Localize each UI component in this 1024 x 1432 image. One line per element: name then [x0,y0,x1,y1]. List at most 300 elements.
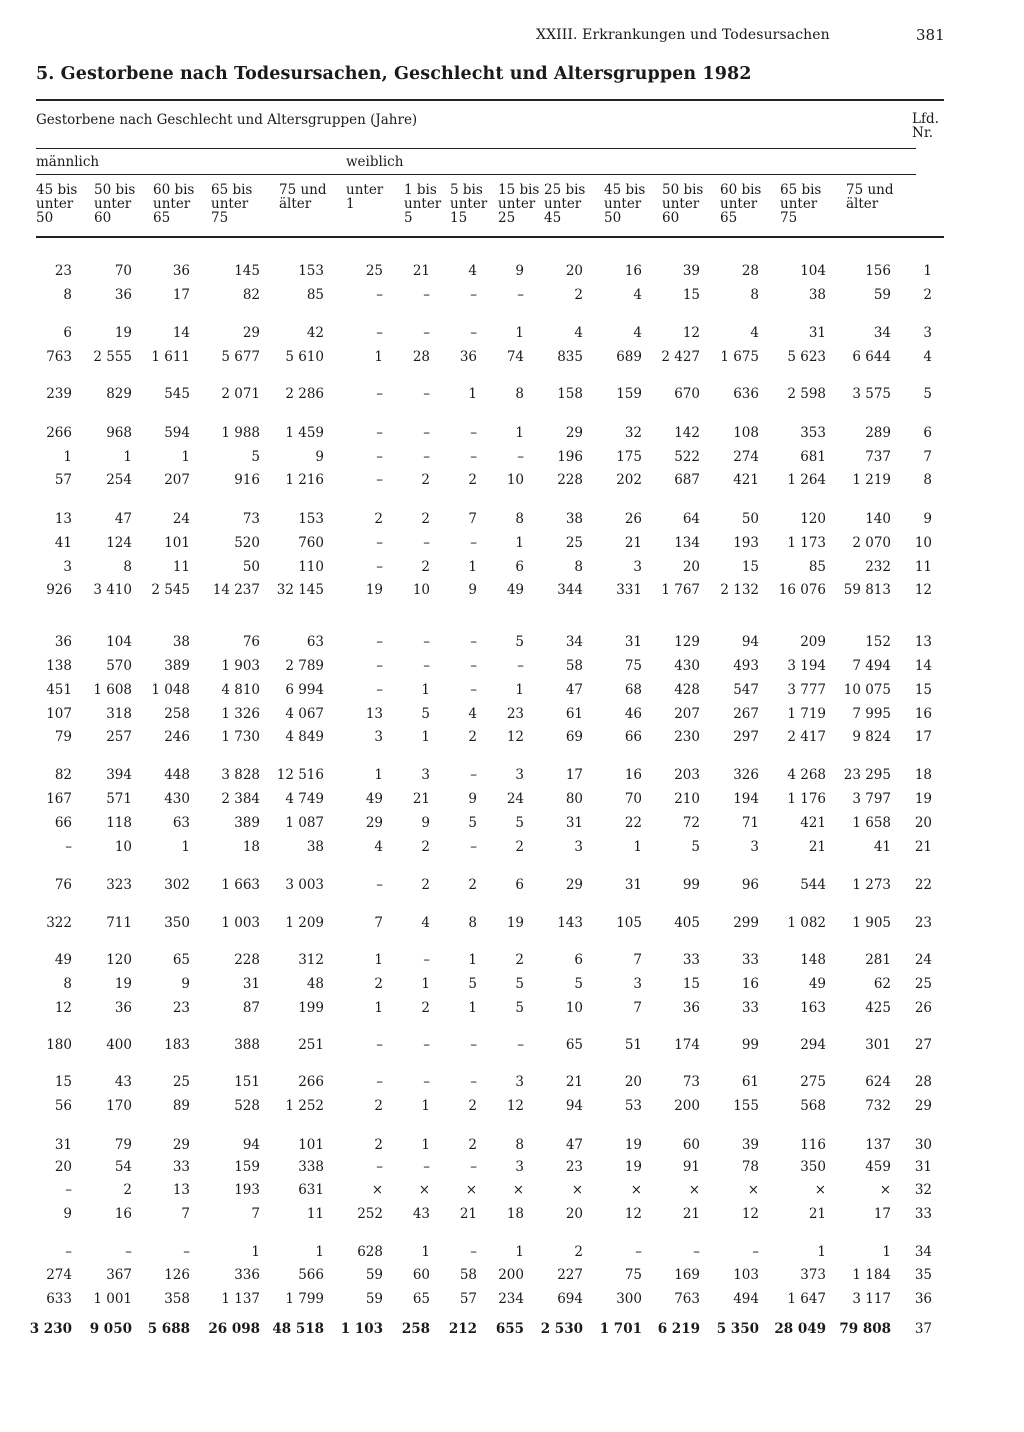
table-cell: 1 [515,325,524,341]
table-cell: 252 [357,1206,383,1222]
table-cell: 373 [800,1267,826,1283]
table-cell: 194 [733,791,759,807]
table-cell: – [470,658,477,674]
table-cell: 1 [421,976,430,992]
column-header: 75 und älter [846,182,894,212]
table-cell: 294 [800,1037,826,1053]
table-cell: – [470,634,477,650]
table-cell: – [376,325,383,341]
table-cell: 4 [633,287,642,303]
table-cell: 16 [624,263,642,279]
table-cell: 31 [624,634,642,650]
table-cell: 103 [733,1267,759,1283]
table-cell: 1 082 [787,915,826,931]
table-cell: 155 [733,1098,759,1114]
table-cell: 9 [181,976,190,992]
row-number: 5 [923,386,932,402]
table-cell: 275 [800,1074,826,1090]
table-cell: 69 [565,729,583,745]
table-cell: 628 [357,1244,383,1260]
table-cell: 76 [242,634,260,650]
table-cell: – [376,682,383,698]
table-cell: 20 [54,1159,72,1175]
table-cell: 20 [682,559,700,575]
table-cell: 2 384 [221,791,260,807]
table-cell: 99 [682,877,700,893]
table-cell: 34 [565,634,583,650]
table-row [0,558,1024,576]
table-cell: 94 [242,1137,260,1153]
table-cell: 8 [468,915,477,931]
table-cell: 170 [106,1098,132,1114]
table-cell: 53 [624,1098,642,1114]
table-cell: 737 [865,449,891,465]
table-cell: – [693,1244,700,1260]
table-cell: 18 [506,1206,524,1222]
table-cell: 65 [172,952,190,968]
table-cell: 108 [733,425,759,441]
table-cell: 19 [114,976,132,992]
table-cell: 64 [682,511,700,527]
table-cell: 3 [750,839,759,855]
table-cell: 405 [674,915,700,931]
table-cell: 12 [506,729,524,745]
table-cell: 1 [374,952,383,968]
table-cell: 202 [616,472,642,488]
table-cell: 5 [515,634,524,650]
table-cell: 15 [741,559,759,575]
group-female-label: weiblich [346,154,404,170]
table-cell: 266 [46,425,72,441]
table-cell: × [688,1182,700,1198]
table-cell: 25 [565,535,583,551]
table-cell: 3 [515,1159,524,1175]
table-cell: 5 [468,815,477,831]
table-cell: 99 [741,1037,759,1053]
table-cell: 32 [624,425,642,441]
table-cell: 1 137 [221,1291,260,1307]
table-cell: 36 [172,263,190,279]
table-cell: 169 [674,1267,700,1283]
table-cell: 134 [674,535,700,551]
table-cell: 104 [106,634,132,650]
table-cell: 732 [865,1098,891,1114]
table-cell: – [376,559,383,575]
table-row [0,1158,1024,1176]
table-row [0,1266,1024,1284]
table-cell: 1 219 [852,472,891,488]
table-cell: 1 001 [93,1291,132,1307]
table-cell: 19 [365,582,383,598]
table-cell: 1 [421,1137,430,1153]
table-cell: 20 [565,263,583,279]
table-cell: 70 [114,263,132,279]
table-cell: 21 [459,1206,477,1222]
table-cell: 547 [733,682,759,698]
table-cell: 118 [106,815,132,831]
table-cell: 4 810 [221,682,260,698]
table-cell: 6 [515,877,524,893]
table-cell: 234 [498,1291,524,1307]
row-number: 15 [914,682,932,698]
table-cell: 7 [181,1206,190,1222]
table-cell: 63 [172,815,190,831]
table-row [0,510,1024,528]
table-cell: – [470,839,477,855]
table-cell: 2 [374,1137,383,1153]
table-cell: 5 [515,1000,524,1016]
table-row [0,1073,1024,1091]
table-cell: 13 [54,511,72,527]
table-row [0,1181,1024,1199]
table-row [0,790,1024,808]
table-cell: 2 [123,1182,132,1198]
table-cell: – [423,634,430,650]
table-cell: 21 [412,791,430,807]
table-cell: 228 [234,952,260,968]
row-number: 11 [914,559,932,575]
table-cell: 12 [682,325,700,341]
table-cell: 32 145 [276,582,324,598]
running-head: XXIII. Erkrankungen und Todesursachen [536,27,830,43]
table-cell: 6 644 [852,349,891,365]
row-number: 2 [923,287,932,303]
table-cell: 19 [624,1159,642,1175]
table-cell: 689 [616,349,642,365]
table-cell: 39 [682,263,700,279]
table-cell: 763 [674,1291,700,1307]
table-cell: 33 [741,1000,759,1016]
table-cell: 711 [106,915,132,931]
table-cell: 29 [565,877,583,893]
table-cell: 59 [365,1291,383,1307]
table-cell: 199 [298,1000,324,1016]
table-cell: 26 098 [208,1321,260,1337]
table-cell: 75 [624,658,642,674]
table-cell: 400 [106,1037,132,1053]
table-cell: × [418,1182,430,1198]
column-header: 15 bis unter 25 [498,182,540,226]
table-cell: 59 813 [843,582,891,598]
table-cell: 36 [54,634,72,650]
table-cell: 49 [808,976,826,992]
table-cell: 6 [63,325,72,341]
table-cell: × [465,1182,477,1198]
table-cell: 230 [674,729,700,745]
table-cell: 71 [741,815,759,831]
row-number: 33 [914,1206,932,1222]
table-cell: 79 [114,1137,132,1153]
table-cell: 389 [164,658,190,674]
table-cell: 29 [565,425,583,441]
table-cell: 10 [114,839,132,855]
table-cell: 28 049 [774,1321,826,1337]
table-row [0,286,1024,304]
table-cell: 51 [624,1037,642,1053]
table-row [0,657,1024,675]
table-cell: 16 [624,767,642,783]
table-cell: – [470,1159,477,1175]
table-cell: 968 [106,425,132,441]
table-cell: 1 [123,449,132,465]
table-cell: – [470,1037,477,1053]
table-cell: 175 [616,449,642,465]
table-cell: 289 [865,425,891,441]
table-row [0,1320,1024,1338]
table-cell: 4 [468,263,477,279]
table-cell: 2 286 [285,386,324,402]
table-cell: 1 730 [221,729,260,745]
table-cell: – [376,658,383,674]
table-cell: 3 230 [29,1321,72,1337]
table-cell: 4 [750,325,759,341]
table-cell: 104 [800,263,826,279]
row-number: 35 [914,1267,932,1283]
table-cell: 36 [459,349,477,365]
row-number: 22 [914,877,932,893]
table-cell: 138 [46,658,72,674]
table-cell: 301 [865,1037,891,1053]
table-cell: 16 076 [778,582,826,598]
row-number: 16 [914,706,932,722]
row-number: 13 [914,634,932,650]
table-cell: 5 [691,839,700,855]
table-row [0,951,1024,969]
table-cell: 29 [242,325,260,341]
table-cell: 7 [633,1000,642,1016]
table-cell: 4 [421,915,430,931]
table-cell: 2 [421,559,430,575]
table-cell: 4 067 [285,706,324,722]
table-cell: 8 [750,287,759,303]
table-cell: – [470,535,477,551]
table-cell: 2 [574,1244,583,1260]
table-cell: 3 797 [852,791,891,807]
table-cell: – [470,1074,477,1090]
table-cell: 1 [468,1000,477,1016]
table-cell: 28 [412,349,430,365]
row-number: 30 [914,1137,932,1153]
table-cell: 7 [374,915,383,931]
table-cell: 65 [565,1037,583,1053]
table-cell: 3 [515,1074,524,1090]
table-cell: 1 003 [221,915,260,931]
table-cell: 3 [633,976,642,992]
table-cell: – [470,682,477,698]
table-cell: – [376,287,383,303]
table-cell: 66 [54,815,72,831]
table-cell: 36 [114,1000,132,1016]
table-cell: – [423,325,430,341]
table-cell: 1 252 [285,1098,324,1114]
table-cell: 1 273 [852,877,891,893]
table-cell: 2 545 [151,582,190,598]
table-cell: – [517,287,524,303]
table-cell: 312 [298,952,324,968]
table-cell: 26 [624,511,642,527]
table-cell: 159 [616,386,642,402]
table-cell: – [423,425,430,441]
table-cell: 19 [624,1137,642,1153]
table-cell: 24 [172,511,190,527]
table-cell: 137 [865,1137,891,1153]
table-cell: 655 [495,1321,524,1337]
table-cell: 1 [374,767,383,783]
table-cell: 89 [172,1098,190,1114]
table-cell: 388 [234,1037,260,1053]
table-cell: 96 [741,877,759,893]
table-cell: 70 [624,791,642,807]
table-caption: Gestorbene nach Geschlecht und Altersgruppen (Jahre) [36,112,418,128]
row-number: 14 [914,658,932,674]
table-cell: 1 [63,449,72,465]
row-number: 21 [914,839,932,855]
table-cell: 1 176 [787,791,826,807]
table-cell: 15 [682,976,700,992]
table-cell: 47 [565,682,583,698]
table-cell: 670 [674,386,700,402]
table-cell: 38 [172,634,190,650]
table-cell: 2 417 [787,729,826,745]
table-cell: 1 173 [787,535,826,551]
table-cell: – [470,449,477,465]
table-cell: 2 598 [787,386,826,402]
table-cell: 9 [515,263,524,279]
table-cell: – [65,1182,72,1198]
table-cell: 571 [106,791,132,807]
column-header: 65 bis unter 75 [211,182,253,226]
table-cell: 23 [172,1000,190,1016]
table-cell: 47 [565,1137,583,1153]
table-cell: 17 [172,287,190,303]
table-cell: 1 663 [221,877,260,893]
table-cell: 254 [106,472,132,488]
table-cell: 594 [164,425,190,441]
table-cell: 1 903 [221,658,260,674]
row-number: 4 [923,349,932,365]
table-cell: 47 [114,511,132,527]
table-cell: – [423,449,430,465]
table-cell: 196 [557,449,583,465]
table-cell: 16 [741,976,759,992]
table-cell: 1 [421,1098,430,1114]
table-cell: 76 [54,877,72,893]
table-cell: 87 [242,1000,260,1016]
table-cell: 5 [574,976,583,992]
table-cell: 9 [315,449,324,465]
table-cell: 624 [865,1074,891,1090]
column-header: 5 bis unter 15 [450,182,488,226]
table-cell: 5 [468,976,477,992]
table-row [0,262,1024,280]
row-number: 18 [914,767,932,783]
table-cell: 14 237 [212,582,260,598]
table-cell: 61 [741,1074,759,1090]
table-cell: 33 [172,1159,190,1175]
table-cell: 1 [515,535,524,551]
table-cell: 85 [306,287,324,303]
table-cell: 6 219 [657,1321,700,1337]
table-cell: 22 [624,815,642,831]
table-title: 5. Gestorbene nach Todesursachen, Geschlecht und Altersgruppen 1982 [36,64,752,84]
table-cell: 631 [298,1182,324,1198]
table-cell: 54 [114,1159,132,1175]
table-row [0,681,1024,699]
table-cell: 5 [421,706,430,722]
table-cell: 3 410 [93,582,132,598]
table-cell: 49 [506,582,524,598]
table-cell: 1 988 [221,425,260,441]
table-cell: 7 [251,1206,260,1222]
table-row [0,705,1024,723]
table-row [0,424,1024,442]
table-cell: 36 [114,287,132,303]
table-cell: 2 [468,472,477,488]
table-cell: 153 [298,263,324,279]
table-cell: 2 071 [221,386,260,402]
table-cell: 9 050 [89,1321,132,1337]
table-cell: 28 [741,263,759,279]
table-cell: 48 [306,976,324,992]
table-cell: 38 [808,287,826,303]
row-number: 8 [923,472,932,488]
table-cell: 60 [682,1137,700,1153]
table-cell: – [125,1244,132,1260]
table-cell: 4 [468,706,477,722]
table-cell: 14 [172,325,190,341]
table-cell: 494 [733,1291,759,1307]
table-row [0,876,1024,894]
row-number: 6 [923,425,932,441]
table-cell: 193 [733,535,759,551]
table-row [0,348,1024,366]
table-cell: 50 [741,511,759,527]
table-cell: 1 611 [151,349,190,365]
table-cell: 1 905 [852,915,891,931]
table-cell: 1 [633,839,642,855]
table-cell: 916 [234,472,260,488]
table-cell: 21 [565,1074,583,1090]
table-cell: 94 [565,1098,583,1114]
table-cell: 545 [164,386,190,402]
table-cell: 145 [234,263,260,279]
table-cell: 2 [421,839,430,855]
table-cell: 153 [298,511,324,527]
table-cell: 19 [506,915,524,931]
table-cell: 299 [733,915,759,931]
table-cell: 140 [865,511,891,527]
table-cell: 3 117 [852,1291,891,1307]
table-cell: 258 [164,706,190,722]
table-cell: 448 [164,767,190,783]
column-header: 25 bis unter 45 [544,182,586,226]
table-cell: 31 [808,325,826,341]
row-number: 28 [914,1074,932,1090]
table-cell: 1 675 [720,349,759,365]
table-cell: 21 [682,1206,700,1222]
table-cell: 1 701 [599,1321,642,1337]
table-cell: 143 [557,915,583,931]
table-cell: 31 [242,976,260,992]
table-cell: 6 [574,952,583,968]
table-cell: 302 [164,877,190,893]
table-row [0,766,1024,784]
table-cell: 5 350 [716,1321,759,1337]
table-cell: 544 [800,877,826,893]
table-cell: 239 [46,386,72,402]
table-cell: 1 [421,682,430,698]
table-cell: 2 [374,1098,383,1114]
